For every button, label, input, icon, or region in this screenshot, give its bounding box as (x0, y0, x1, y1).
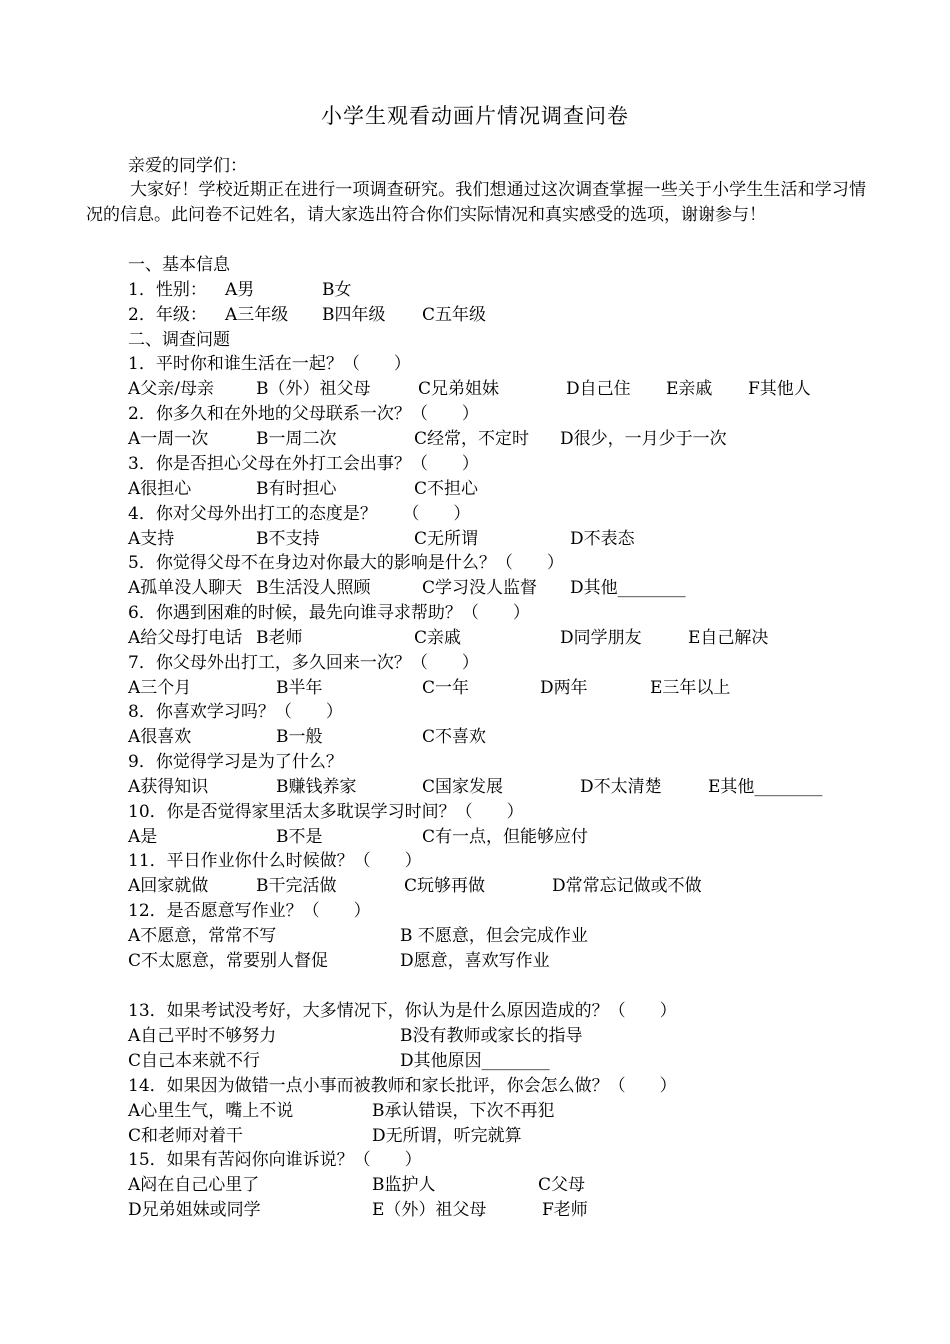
question-2: 2．你多久和在外地的父母联系一次？（ ） (128, 404, 479, 424)
answer-option: D不表态 (570, 529, 635, 549)
answer-option: E亲戚 (666, 379, 713, 399)
intro-paragraph: 大家好！学校近期正在进行一项调查研究。我们想通过这次调查掌握一些关于小学生生活和学习情况的信息。此问卷不记姓名，请大家选出符合你们实际情况和真实感受的选项，谢谢参与！ (86, 180, 866, 225)
answer-option: D兄弟姐妹或同学 (128, 1200, 261, 1220)
answer-option: A三个月 (128, 678, 192, 698)
answer-option: C有一点，但能够应付 (422, 827, 589, 847)
greeting: 亲爱的同学们： (128, 156, 247, 176)
answer-option: E三年以上 (650, 678, 731, 698)
basic-option: A男 (225, 280, 255, 300)
section-basic-info: 一、基本信息 (128, 255, 230, 275)
question-9: 9．你觉得学习是为了什么？ (128, 752, 343, 772)
answer-option: A支持 (128, 529, 175, 549)
answer-option: B没有教师或家长的指导 (400, 1026, 583, 1046)
answer-option: C不喜欢 (422, 727, 487, 747)
answer-option: C不太愿意，常要别人督促 (128, 951, 329, 971)
answer-option: E（外）祖父母 (372, 1200, 487, 1220)
question-6: 6．你遇到困难的时候，最先向谁寻求帮助？（ ） (128, 603, 530, 623)
answer-option: B不是 (276, 827, 323, 847)
question-8: 8．你喜欢学习吗？（ ） (128, 702, 343, 722)
answer-option: A闷在自己心里了 (128, 1175, 260, 1195)
answer-option: D常常忘记做或不做 (552, 876, 702, 896)
question-7: 7．你父母外出打工，多久回来一次？（ ） (128, 653, 479, 673)
basic-option: C五年级 (422, 305, 487, 325)
answer-option: B老师 (256, 628, 303, 648)
answer-option: A回家就做 (128, 876, 209, 896)
answer-option: D两年 (540, 678, 588, 698)
page-title: 小学生观看动画片情况调查问卷 (321, 104, 629, 128)
answer-option: A不愿意，常常不写 (128, 926, 277, 946)
answer-option: B干完活做 (256, 876, 337, 896)
answer-option: A自己平时不够努力 (128, 1026, 277, 1046)
basic-option: B女 (322, 280, 352, 300)
answer-option: C无所谓 (414, 529, 479, 549)
answer-option: B 不愿意，但会完成作业 (400, 926, 588, 946)
answer-option: A心里生气，嘴上不说 (128, 1101, 294, 1121)
answer-option: C国家发展 (422, 777, 504, 797)
basic-option: B四年级 (322, 305, 386, 325)
answer-option: A孤单没人聊天 (128, 578, 243, 598)
answer-option: C学习没人监督 (422, 578, 538, 598)
answer-option: C一年 (422, 678, 470, 698)
question-12: 12．是否愿意写作业？（ ） (128, 901, 371, 921)
answer-option: E自己解决 (688, 628, 769, 648)
answer-option: C亲戚 (414, 628, 462, 648)
answer-option: D其他原因________ (400, 1051, 550, 1071)
answer-option: D其他________ (570, 578, 686, 598)
answer-option: C玩够再做 (404, 876, 486, 896)
answer-option: A很担心 (128, 479, 192, 499)
section-survey-questions: 二、调查问题 (128, 330, 230, 350)
question-11: 11．平日作业你什么时候做？（ ） (128, 851, 422, 871)
question-1: 1．平时你和谁生活在一起？（ ） (128, 354, 411, 374)
answer-option: A很喜欢 (128, 727, 192, 747)
answer-option: A一周一次 (128, 429, 209, 449)
question-15: 15．如果有苦闷你向谁诉说？（ ） (128, 1150, 422, 1170)
answer-option: B监护人 (372, 1175, 436, 1195)
answer-option: B不支持 (256, 529, 320, 549)
basic-question-2: 2．年级： (128, 305, 207, 325)
answer-option: B承认错误，下次不再犯 (372, 1101, 555, 1121)
basic-option: A三年级 (225, 305, 289, 325)
answer-option: D同学朋友 (560, 628, 642, 648)
answer-option: B半年 (276, 678, 323, 698)
question-13: 13．如果考试没考好，大多情况下，你认为是什么原因造成的？（ ） (128, 1001, 677, 1021)
answer-option: B（外）祖父母 (256, 379, 371, 399)
answer-option: C不担心 (414, 479, 479, 499)
question-5: 5．你觉得父母不在身边对你最大的影响是什么？（ ） (128, 553, 564, 573)
question-10: 10．你是否觉得家里活太多耽误学习时间？（ ） (128, 802, 524, 822)
answer-option: B一周二次 (256, 429, 337, 449)
answer-option: B有时担心 (256, 479, 337, 499)
answer-option: A父亲/母亲 (128, 379, 215, 399)
answer-option: F老师 (542, 1200, 588, 1220)
answer-option: C兄弟姐妹 (418, 379, 500, 399)
answer-option: C父母 (538, 1175, 586, 1195)
answer-option: D不太清楚 (580, 777, 662, 797)
answer-option: D愿意，喜欢写作业 (400, 951, 550, 971)
answer-option: D自己住 (566, 379, 631, 399)
answer-option: B生活没人照顾 (256, 578, 371, 598)
answer-option: E其他________ (708, 777, 823, 797)
answer-option: B赚钱养家 (276, 777, 357, 797)
answer-option: C和老师对着干 (128, 1126, 244, 1146)
answer-option: C自己本来就不行 (128, 1051, 261, 1071)
question-14: 14．如果因为做错一点小事而被教师和家长批评，你会怎么做？（ ） (128, 1076, 677, 1096)
basic-question-1: 1．性别： (128, 280, 207, 300)
answer-option: B一般 (276, 727, 323, 747)
question-3: 3．你是否担心父母在外打工会出事？（ ） (128, 454, 479, 474)
answer-option: A是 (128, 827, 158, 847)
answer-option: C经常，不定时 (414, 429, 530, 449)
question-4: 4．你对父母外出打工的态度是？ （ ） (128, 504, 471, 524)
answer-option: F其他人 (748, 379, 811, 399)
answer-option: A给父母打电话 (128, 628, 243, 648)
answer-option: D很少，一月少于一次 (560, 429, 727, 449)
answer-option: A获得知识 (128, 777, 209, 797)
answer-option: D无所谓，听完就算 (372, 1126, 522, 1146)
